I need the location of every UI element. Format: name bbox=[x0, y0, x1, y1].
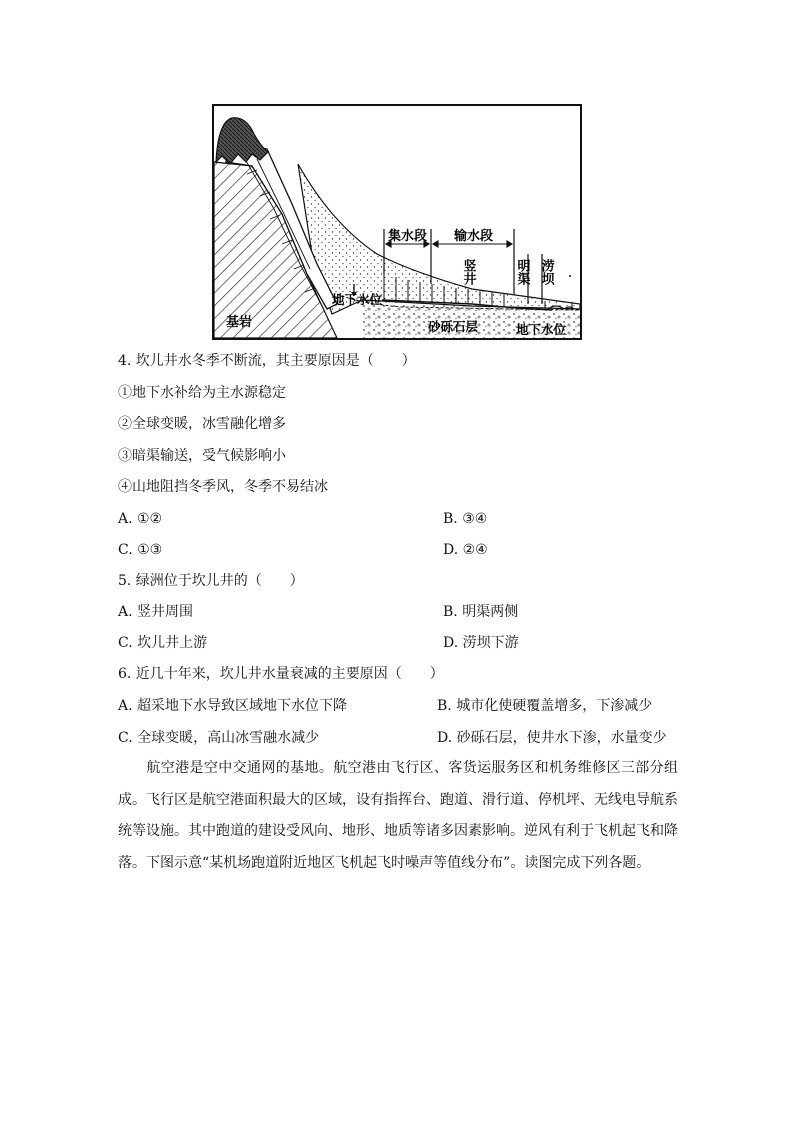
label-gravel-layer: 砂砾石层 bbox=[428, 319, 479, 334]
question-5-option-b[interactable]: B. 明渠两侧 bbox=[443, 604, 519, 620]
question-4-statement-3: ③暗渠输送，受气候影响小 bbox=[118, 448, 286, 464]
question-6-option-a[interactable]: A. 超采地下水导致区域地下水位下降 bbox=[118, 698, 348, 714]
label-groundwater-left: 地下水位 bbox=[332, 292, 383, 307]
question-4-statement-4: ④山地阻挡冬季风，冬季不易结冰 bbox=[118, 479, 328, 495]
label-transport-section: 输水段 bbox=[454, 229, 494, 244]
label-shaft: 竖井 bbox=[460, 259, 476, 285]
question-5-option-a[interactable]: A. 竖井周围 bbox=[118, 604, 194, 620]
label-groundwater-right: 地下水位 bbox=[516, 322, 567, 337]
karez-diagram bbox=[212, 104, 582, 340]
label-pool-dam: 涝坝 bbox=[538, 259, 554, 285]
question-4-statement-2: ②全球变暖，冰雪融化增多 bbox=[118, 416, 286, 432]
question-4-stem: 4. 坎儿井水冬季不断流，其主要原因是（ ） bbox=[118, 353, 416, 369]
label-bedrock: 基岩 bbox=[226, 315, 253, 330]
question-6-option-c[interactable]: C. 全球变暖，高山冰雪融水减少 bbox=[118, 730, 320, 746]
question-6-option-d[interactable]: D. 砂砾石层，使井水下渗，水量变少 bbox=[437, 730, 667, 746]
label-open-channel: 明渠 bbox=[514, 259, 530, 285]
question-6-stem: 6. 近几十年来，坎儿井水量衰减的主要原因（ ） bbox=[118, 666, 444, 682]
question-4-option-d[interactable]: D. ②④ bbox=[443, 542, 488, 558]
question-5-option-d[interactable]: D. 涝坝下游 bbox=[443, 635, 519, 651]
question-5-stem: 5. 绿洲位于坎儿井的（ ） bbox=[118, 573, 304, 589]
airport-passage bbox=[118, 753, 678, 879]
question-4-option-c[interactable]: C. ①③ bbox=[118, 542, 163, 558]
label-collect-section: 集水段 bbox=[388, 229, 428, 244]
question-4-option-a[interactable]: A. ①② bbox=[118, 511, 163, 527]
question-4-statement-1: ①地下水补给为主水源稳定 bbox=[118, 385, 286, 401]
question-5-option-c[interactable]: C. 坎儿井上游 bbox=[118, 635, 208, 651]
airport-passage-text: 航空港是空中交通网的基地。航空港由飞行区、客货运服务区和机务维修区三部分组成。飞行区是航空港面积最大的区域，设有指挥台、跑道、滑行道、停机坪、无线电导航系统等设施。其中跑道的建设受风向、地形、地质等诸多因素影响。逆风有利于飞机起飞和降落。下图示意“某机场跑道附近地区飞机起飞时噪声等值线分布”。读图完成下列各题。 bbox=[118, 760, 678, 871]
question-6-option-b[interactable]: B. 城市化使硬覆盖增多，下渗减少 bbox=[437, 698, 653, 714]
question-4-option-b[interactable]: B. ③④ bbox=[443, 511, 488, 527]
karez-cross-section-figure bbox=[212, 104, 582, 340]
